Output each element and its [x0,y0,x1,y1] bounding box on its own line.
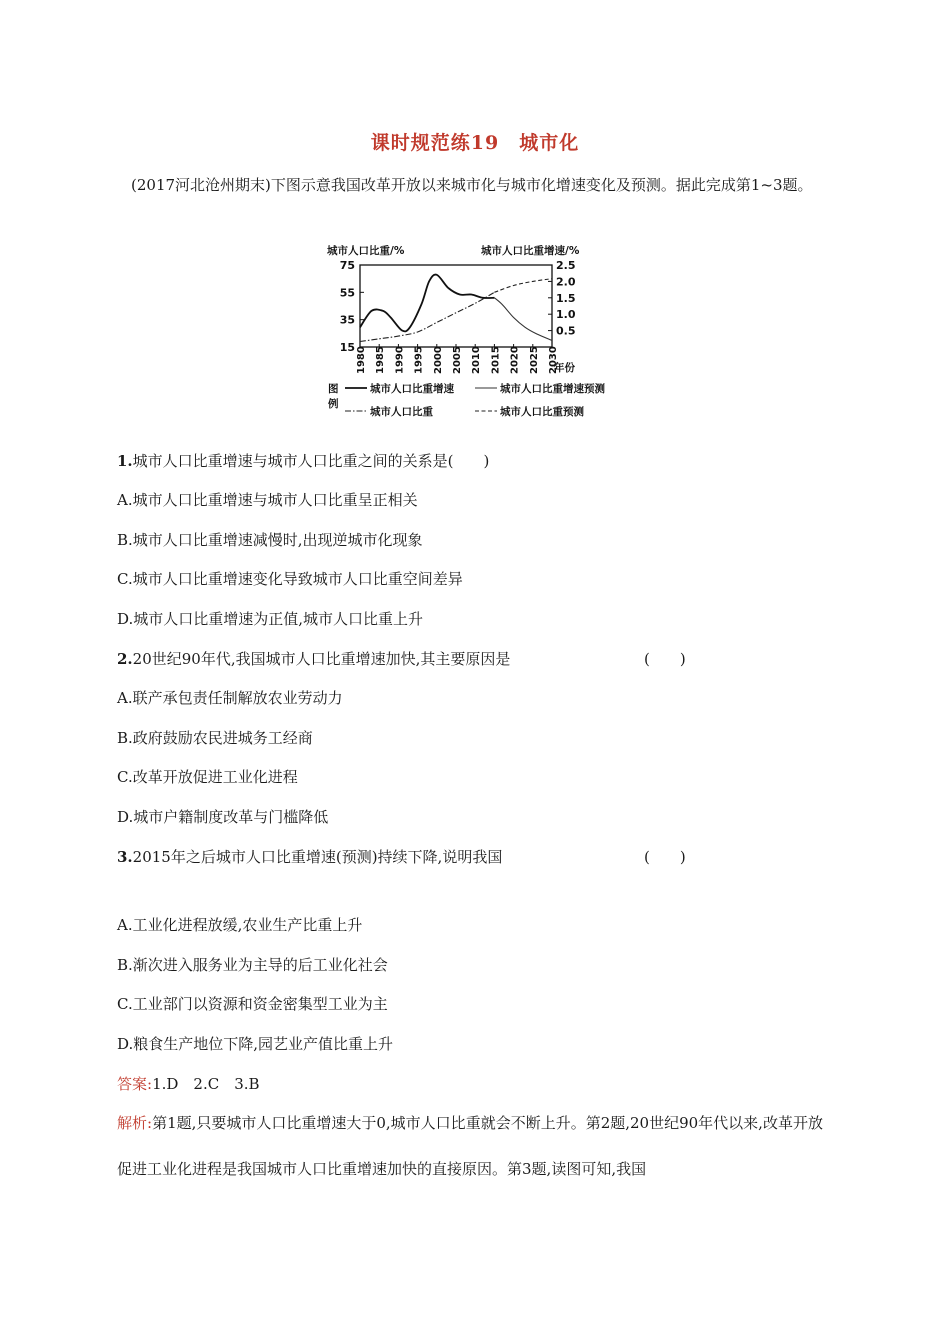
question-3-stem [117,846,502,867]
question-number: 1. [117,452,133,470]
x-tick-label: 1995 [413,346,425,374]
x-tick-label: 2015 [490,346,502,374]
x-tick-label: 2025 [528,346,540,374]
answer-line [117,1073,260,1094]
option-1c[interactable]: C.城市人口比重增速变化导致城市人口比重空间差异 [117,570,463,588]
right-axis-label: 城市人口比重增速/% [481,245,580,257]
right-tick-label: 1.0 [556,308,576,322]
right-tick-label: 1.5 [556,291,576,305]
legend-entry-1: 城市人口比重增速 [370,383,454,395]
option-1a[interactable]: A.城市人口比重增速与城市人口比重呈正相关 [117,491,418,509]
question-2-stem [117,648,510,669]
x-tick-label: 1985 [375,346,387,374]
option-1b[interactable]: B.城市人口比重增速减慢时,出现逆城市化现象 [117,531,423,549]
right-tick-label: 0.5 [556,324,576,338]
option-2b[interactable]: B.政府鼓励农民进城务工经商 [117,729,313,747]
x-tick-label: 2020 [509,346,521,374]
left-tick-label: 15 [339,341,355,354]
page-title: 课时规范练19 城市化 [370,132,580,154]
x-tick-label: 2030 [548,346,559,374]
x-tick-label: 1980 [356,346,367,374]
chart-svg [325,240,635,425]
option-3b[interactable]: B.渐次进入服务业为主导的后工业化社会 [117,956,388,974]
question-stem-text: 城市人口比重增速与城市人口比重之间的关系是( ) [132,452,490,470]
x-tick-label: 2010 [471,346,483,374]
answer-label: 答案: [117,1075,153,1093]
left-tick-label: 35 [339,313,355,327]
option-2d[interactable]: D.城市户籍制度改革与门槛降低 [117,808,329,826]
x-tick-label: 2000 [432,346,444,374]
x-tick-label: 1990 [394,346,406,374]
analysis-text: 第1题,只要城市人口比重增速大于0,城市人口比重就会不断上升。第2题,20世纪90年代以来,改革开放促进工业化进程是我国城市人口比重增速加快的直接原因。第3题,读图可知,我国 [117,1114,823,1178]
intro-text: (2017河北沧州期末)下图示意我国改革开放以来城市化与城市化增速变化及预测。据此完成第1~3题。 [131,176,813,194]
x-unit-label: 年份 [554,362,575,374]
analysis-label: 解析: [117,1114,153,1132]
legend-title-1: 图 [328,383,339,395]
answer-text: 1.D 2.C 3.B [152,1075,260,1093]
series-line-1 [360,275,494,332]
series-line-4 [494,279,552,293]
series-line-3 [360,292,494,341]
analysis-paragraph [117,1100,833,1192]
option-2c[interactable]: C.改革开放促进工业化进程 [117,768,298,786]
right-tick-label: 2.5 [556,259,576,272]
right-tick-label: 2.0 [556,275,576,289]
legend-title-2: 例 [328,398,339,410]
series-line-2 [494,298,552,341]
left-axis-label: 城市人口比重/% [327,245,405,257]
option-3c[interactable]: C.工业部门以资源和资金密集型工业为主 [117,995,388,1013]
left-tick-label: 55 [339,286,355,300]
question-stem-text: 2015年之后城市人口比重增速(预测)持续下降,说明我国 [132,848,503,866]
question-number: 3. [117,848,133,866]
intro-paragraph [117,158,833,212]
question-1-stem [117,450,489,471]
question-number: 2. [117,650,133,668]
x-tick-label: 2005 [452,346,463,374]
option-3a[interactable]: A.工业化进程放缓,农业生产比重上升 [117,916,363,934]
left-tick-label: 75 [339,259,355,272]
legend-entry-2: 城市人口比重增速预测 [500,383,605,395]
answer-paren: ( ) [644,848,686,866]
option-2a[interactable]: A.联产承包责任制解放农业劳动力 [117,689,343,707]
answer-paren: ( ) [644,650,686,668]
chart-figure [325,240,635,425]
legend-entry-3: 城市人口比重 [370,406,433,418]
question-stem-text: 20世纪90年代,我国城市人口比重增速加快,其主要原因是 [132,650,511,668]
option-3d[interactable]: D.粮食生产地位下降,园艺业产值比重上升 [117,1035,394,1053]
legend-entry-4: 城市人口比重预测 [500,406,584,418]
plot-frame [360,265,552,347]
option-1d[interactable]: D.城市人口比重增速为正值,城市人口比重上升 [117,610,424,628]
